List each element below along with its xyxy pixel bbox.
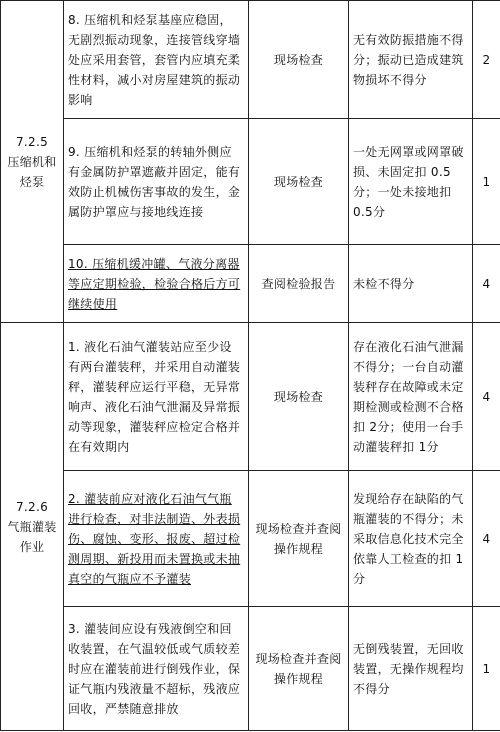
- score-cell: 2: [473, 1, 500, 119]
- method-cell: 现场检查并查阅操作规程: [249, 471, 349, 607]
- method-cell: 现场检查: [249, 1, 349, 119]
- criteria-cell: 无有效防振措施不得分；振动已造成建筑物损坏不得分: [349, 1, 473, 119]
- score-cell: 4: [473, 323, 500, 471]
- table-row: [1, 245, 500, 323]
- section-cell: 7.2.5 压缩机和 烃泵: [1, 1, 64, 323]
- score-cell: 1: [473, 119, 500, 245]
- criteria-cell: 存在液化石油气泄漏不得分；一台自动灌装秤存在故障或未定期检测或检测不合格扣 2分；使用一台手动灌装秤扣 1分: [349, 323, 473, 471]
- criteria-cell: 一处无网罩或网罩破损、未固定扣 0.5分；一处未接地扣 0.5分: [349, 119, 473, 245]
- criteria-cell: 发现给存在缺陷的气瓶灌装的不得分；未采取信息化技术完全依靠人工检查的扣 1分: [349, 471, 473, 607]
- score-cell: 1: [473, 607, 500, 731]
- method-cell: 现场检查: [249, 323, 349, 471]
- score-cell: 4: [473, 471, 500, 607]
- method-cell: 现场检查: [249, 119, 349, 245]
- requirement-cell: 2. 灌装前应对液化石油气气瓶进行检查，对非法制造、外表损伤、腐蚀、变形、报废、超过检测周期、新投用而未置换或未抽真空的气瓶应不予灌装: [64, 471, 249, 607]
- table-row: [1, 119, 500, 245]
- method-cell: 查阅检验报告: [249, 245, 349, 323]
- requirement-cell: 3. 灌装间应设有残液倒空和回收装置，在气温较低或气质较差时应在灌装前进行倒残作业，保证气瓶内残液量不超标，残液应回收，严禁随意排放: [64, 607, 249, 731]
- method-cell: 现场检查并查阅操作规程: [249, 607, 349, 731]
- requirement-cell: 9. 压缩机和烃泵的转轴外侧应有金属防护罩遮蔽并固定，能有效防止机械伤害事故的发生，金属防护罩应与接地线连接: [64, 119, 249, 245]
- table-row: [1, 1, 500, 119]
- section-cell: 7.2.6 气瓶灌装 作业: [1, 323, 64, 731]
- score-cell: 4: [473, 245, 500, 323]
- table-row: [1, 323, 500, 471]
- table-row: [1, 471, 500, 607]
- requirement-cell: 10. 压缩机缓冲罐、气液分离器等应定期检验，检验合格后方可继续使用: [64, 245, 249, 323]
- criteria-cell: 无倒残装置，无回收装置，无操作规程均不得分: [349, 607, 473, 731]
- table-row: [1, 607, 500, 731]
- criteria-cell: 未检不得分: [349, 245, 473, 323]
- requirement-cell: 1. 液化石油气灌装站应至少设有两台灌装秤，并采用自动灌装秤，灌装秤应运行平稳，无异常响声、液化石油气泄漏及异常振动等现象，灌装秤应检定合格并在有效期内: [64, 323, 249, 471]
- requirement-cell: 8. 压缩机和烃泵基座应稳固，无剧烈振动现象，连接管线穿墙处应采用套管，套管内应填充柔性材料，减小对房屋建筑的振动影响: [64, 1, 249, 119]
